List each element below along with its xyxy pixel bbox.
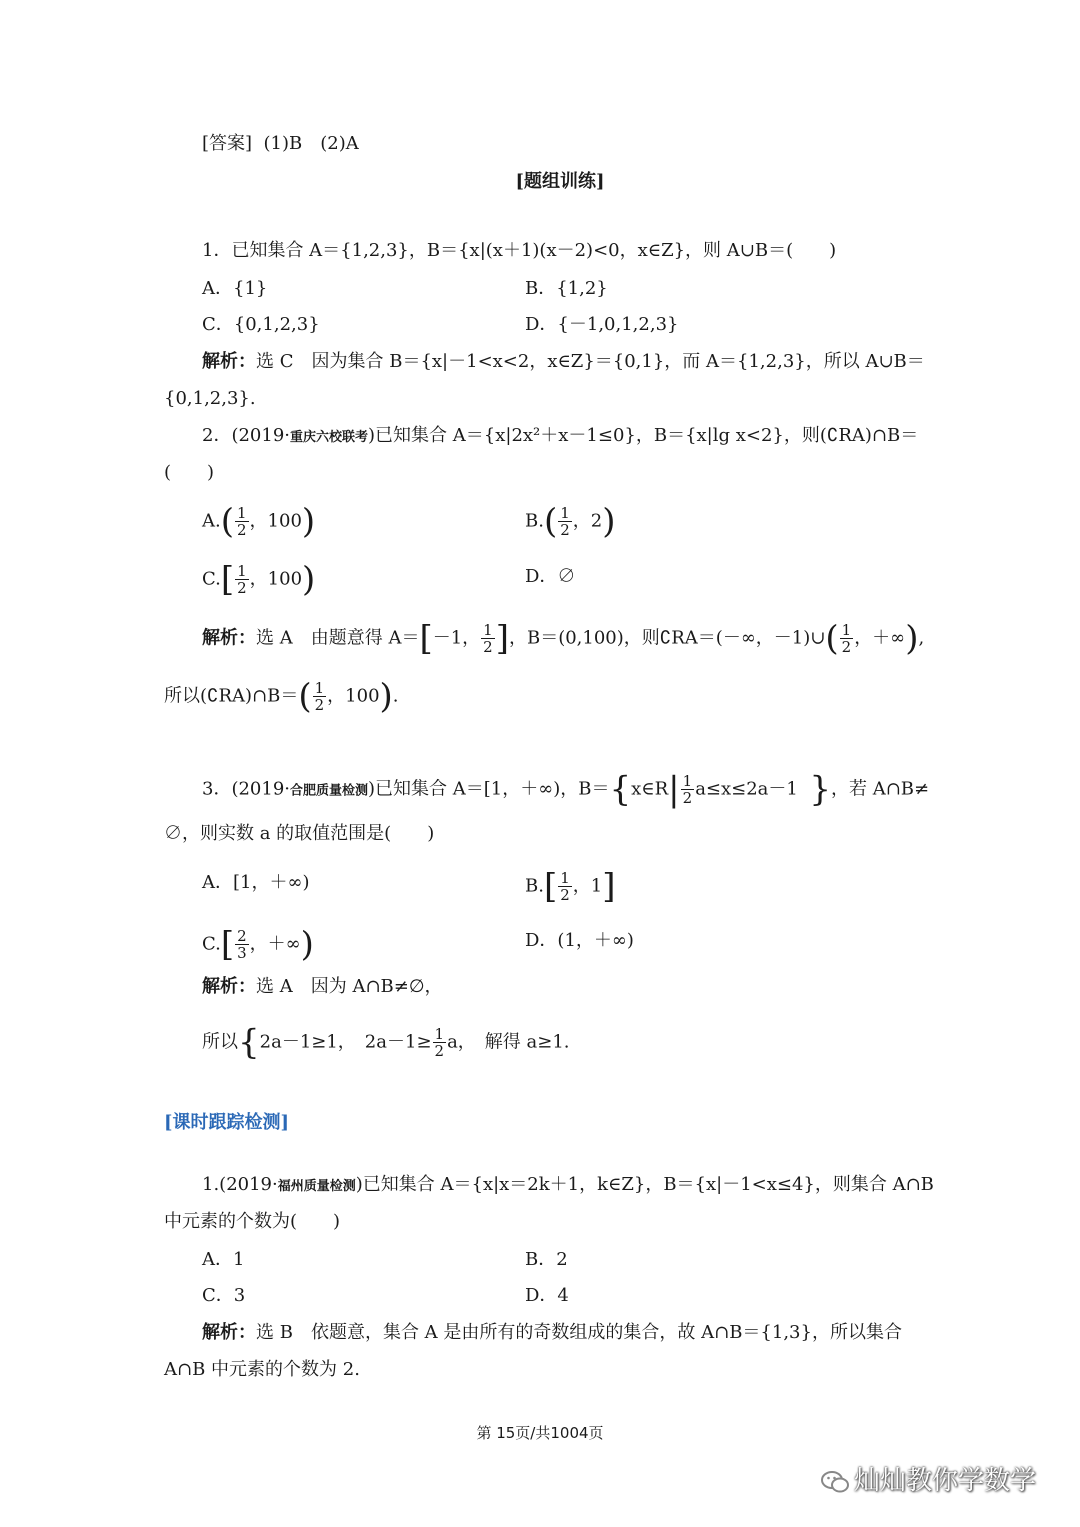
page-footer: 第 15页/共1004页: [476, 1424, 604, 1442]
q1-stem: 1．已知集合 A＝{1,2,3}，B＝{x|(x＋1)(x－2)<0，x∈Z}，则 A∪B＝( ): [202, 240, 837, 261]
q2-option-b-frac: $\frac{1}{2}$: [560, 504, 570, 539]
q3-option-d: D．(1，＋∞): [525, 930, 634, 951]
q2-option-a: A.( $\frac{1}{2}$ ，100): [202, 501, 316, 542]
p1-solution-cont: A∩B 中元素的个数为 2.: [164, 1359, 360, 1380]
q1-option-d: D．{－1,0,1,2,3}: [525, 314, 679, 335]
q1-solution-cont: {0,1,2,3}.: [164, 388, 256, 409]
p1-stem: 1.(2019·福州质量检测)已知集合 A＝{x|x＝2k＋1，k∈Z}，B＝{x|－1<x≤4}，则集合 A∩B: [202, 1174, 934, 1195]
q3-solution: 解析：选 A 因为 A∩B≠∅，: [202, 976, 443, 997]
q2-option-c-tail: ，100: [249, 568, 303, 590]
q3-solution-label: 解析：: [202, 976, 256, 997]
q3-option-b-label: B.: [525, 875, 544, 897]
section-title: [课时跟踪检测]: [164, 1112, 290, 1133]
p1-number: 1.(2019·: [202, 1174, 278, 1195]
p1-solution-label: 解析：: [202, 1322, 256, 1343]
p1-option-d: D．4: [525, 1285, 569, 1306]
q3-stem-cont: ∅，则实数 a 的取值范围是( ): [164, 823, 435, 844]
q2-option-b-label: B.: [525, 510, 544, 532]
answer-text: (1)B (2)A: [263, 133, 359, 154]
p1-stem-cont: 中元素的个数为( ): [164, 1211, 341, 1232]
q2-solution-cont: 所以(∁RA)∩B＝( $\frac{1}{2}$ ，100).: [164, 676, 399, 717]
q2-option-c: C.[ $\frac{1}{2}$ ，100): [202, 559, 316, 600]
p1-solution: 解析：选 B 依题意，集合 A 是由所有的奇数组成的集合，故 A∩B＝{1,3}，所以集合: [202, 1322, 902, 1343]
p1-source: 福州质量检测: [277, 1179, 356, 1194]
wechat-icon: [820, 1469, 850, 1495]
q2-solution-label: 解析：: [202, 627, 256, 649]
q3-solution-cont: 所以{2a－1≥1， 2a－1≥ $\frac{1}{2}$ a， 解得 a≥1.: [202, 1022, 570, 1063]
p1-option-b: B．2: [525, 1249, 568, 1270]
q2-stem-text: )已知集合 A＝{x|2x²＋x－1≤0}，B＝{x|lg x<2}，则(∁RA)∩B＝: [368, 425, 919, 446]
q1-solution: [202, 351, 925, 373]
watermark: [820, 1460, 1036, 1497]
q1-option-b: B．{1,2}: [525, 278, 608, 299]
q1-option-c: C．{0,1,2,3}: [202, 314, 320, 335]
q2-option-c-label: C.: [202, 568, 221, 590]
q2-source: 重庆六校联考: [290, 430, 369, 445]
q2-option-c-frac: $\frac{1}{2}$: [237, 562, 247, 597]
q2-option-a-frac: $\frac{1}{2}$: [237, 504, 247, 539]
q2-stem: [202, 425, 918, 449]
group-title: [题组训练]: [515, 171, 605, 192]
answer-label: [答案]: [202, 133, 253, 154]
q2-option-a-label: A.: [202, 510, 221, 532]
answer-line: [202, 133, 359, 155]
q2-solution: 解析：选 A 由题意得 A＝[－1， $\frac{1}{2}$ ]，B＝(0,100)，则∁RA＝(－∞，－1)∪( $\frac{1}{2}$ ，＋∞),: [202, 618, 925, 659]
q2-stem-cont: ( ): [164, 462, 215, 483]
q2-option-d: D．∅: [525, 566, 576, 587]
q2-number: 2．(2019·: [202, 425, 291, 446]
q3-option-c-label: C.: [202, 933, 221, 955]
q2-option-b: B.( $\frac{1}{2}$ ，2): [525, 501, 616, 542]
watermark-text: 灿灿教你学数学: [854, 1466, 1037, 1496]
q2-option-a-tail: ，100: [249, 510, 302, 532]
p1-option-c: C．3: [202, 1285, 246, 1306]
q2-option-b-tail: ，2: [572, 510, 603, 532]
q3-option-c: C.[ $\frac{2}{3}$ ，＋∞): [202, 924, 314, 965]
q3-number: 3．(2019·: [202, 778, 291, 800]
q1-solution-label: 解析：: [202, 351, 256, 372]
q3-option-a: A．[1，＋∞): [202, 872, 310, 893]
q3-source: 合肥质量检测: [290, 783, 369, 799]
q1-option-a: A．{1}: [202, 278, 268, 299]
q3-option-b: B.[ $\frac{1}{2}$ ，1]: [525, 866, 616, 907]
q3-stem: 3．(2019·合肥质量检测)已知集合 A＝[1，＋∞)，B＝{x∈R| $\frac{1}{2}$ a≤x≤2a－1 }，若 A∩B≠: [202, 769, 930, 810]
q1-solution-text: 选 C 因为集合 B＝{x|－1<x<2，x∈Z}＝{0,1}，而 A＝{1,2,3}，所以 A∪B＝: [256, 351, 925, 372]
p1-option-a: A．1: [202, 1249, 245, 1270]
